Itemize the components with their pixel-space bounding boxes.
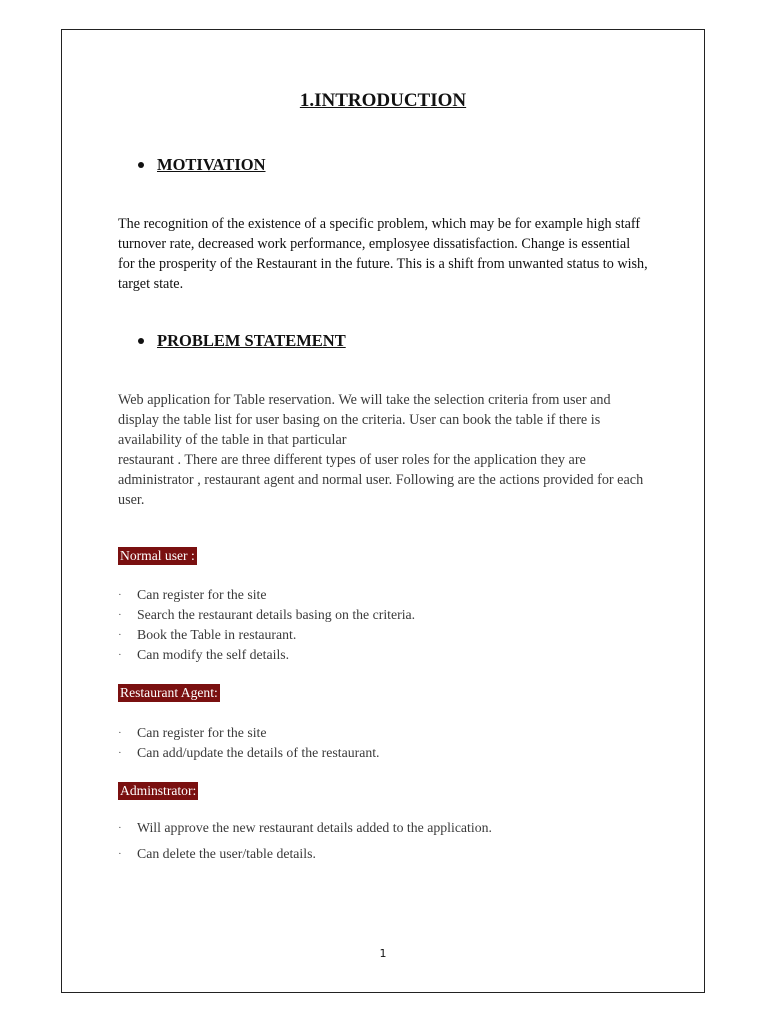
problem-statement-heading-text: PROBLEM STATEMENT xyxy=(157,331,346,350)
page-number: 1 xyxy=(379,947,387,960)
bullet-dot-icon: · xyxy=(118,629,122,641)
restaurant-agent-actions-list xyxy=(118,723,380,763)
problem-text-part1: Web application for Table reservation. We will take the selection criteria from user and display the table list for user basing on the criteria. User can book the table if there is availability of the table in that particular xyxy=(118,392,611,448)
document-page xyxy=(61,29,705,993)
bullet-dot-icon: · xyxy=(118,822,122,834)
list-item: · Can modify the self details. xyxy=(118,645,415,665)
list-item: · Can register for the site xyxy=(118,585,415,605)
bullet-dot-icon: · xyxy=(118,747,122,759)
bullet-dot-icon: · xyxy=(118,727,122,739)
role-label-normal-user: Normal user : xyxy=(120,548,195,563)
bullet-icon xyxy=(138,162,144,168)
list-item: · Search the restaurant details basing on the criteria. xyxy=(118,605,415,625)
bullet-dot-icon: · xyxy=(118,649,122,661)
problem-text-part2: restaurant . There are three different types of user roles for the application they are administrator , restaurant agent and normal user. Following are the actions provided for each user. xyxy=(118,452,644,508)
list-item: · Can register for the site xyxy=(118,723,380,743)
page-title: 1.INTRODUCTION xyxy=(299,90,467,111)
role-label-administrator: Adminstrator: xyxy=(120,783,197,798)
administrator-actions-list xyxy=(118,818,492,870)
list-item: · Book the Table in restaurant. xyxy=(118,625,415,645)
bullet-dot-icon: · xyxy=(118,609,122,621)
bullet-icon xyxy=(138,338,144,344)
motivation-paragraph: The recognition of the existence of a specific problem, which may be for example high staff turnover rate, decreased work performance, emplosyee dissatisfaction. Change is essential for the prosperity of the Restaurant in the future. This is a shift from unwanted status to wish, target state. xyxy=(118,216,648,292)
bullet-dot-icon: · xyxy=(118,848,122,860)
motivation-heading-text: MOTIVATION xyxy=(157,155,266,174)
list-item: · Can add/update the details of the restaurant. xyxy=(118,743,380,763)
role-label-restaurant-agent: Restaurant Agent: xyxy=(120,685,218,700)
problem-statement-paragraph xyxy=(118,390,648,510)
list-item: · Will approve the new restaurant details added to the application. xyxy=(118,818,492,844)
bullet-dot-icon: · xyxy=(118,589,122,601)
problem-statement-heading xyxy=(138,331,346,351)
list-item: · Can delete the user/table details. xyxy=(118,844,492,870)
normal-user-actions-list xyxy=(118,585,415,665)
motivation-heading xyxy=(138,155,266,175)
